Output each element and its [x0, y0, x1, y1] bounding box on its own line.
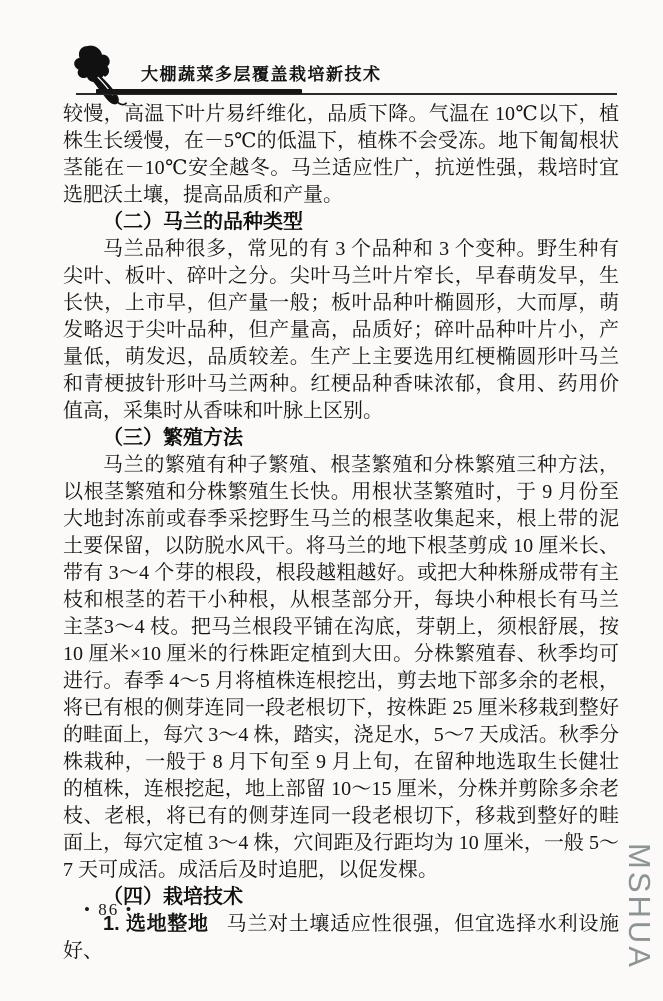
section-heading-3: （三）繁殖方法: [103, 427, 243, 449]
header-rule-thick: [96, 89, 302, 94]
running-head-title: 大棚蔬菜多层覆盖栽培新技术: [141, 65, 382, 84]
watermark-text: MSHUA: [622, 843, 657, 970]
paragraph-varieties: 马兰品种很多，常见的有 3 个品种和 3 个变种。野生种有尖叶、板叶、碎叶之分。尖叶马兰叶片窄长，早春萌发早，生长快，上市早，但产量一般；板叶品种叶椭圆形，大而厚，萌发略迟于尖叶品种，但产量高，品质好；碎叶品种叶片小，产量低，萌发迟，品质较差。生产上主要选用红梗椭圆形叶马兰和青梗披针形叶马兰两种。红梗品种香味浓郁，食用、药用价值高，采集时从香味和叶脉上区别。: [63, 238, 619, 422]
section-heading-4: （四）栽培技术: [103, 886, 243, 908]
paragraph-propagation: 马兰的繁殖有种子繁殖、根茎繁殖和分株繁殖三种方法，以根茎繁殖和分株繁殖生长快。用根状茎繁殖时，于 9 月份至大地封冻前或春季采挖野生马兰的根茎收集起来，根上带的泥土要保留，以防脱水风干。将马兰的地下根茎剪成 10 厘米长、带有 3～4 个芽的根段，根段越粗越好。或把大种株掰成带有主枝和根茎的若干小种根，从根茎部分开，每块小种根长有马兰主茎3～4 枝。把马兰根段平铺在沟底，芽朝上，须根舒展，按10 厘米×10 厘米的行株距定植到大田。分株繁殖春、秋季均可进行。春季 4～5 月将植株连根挖出，剪去地下部多余的老根，将已有根的侧芽连同一段老根切下，按株距 25 厘米移栽到整好的畦面上，每穴 3～4 株，踏实，浇足水，5～7 天成活。秋季分株栽种，一般于 8 月下旬至 9 月上旬，在留种地选取生长健壮的植株，连根挖起，地上部留 10～15 厘米，分株并剪除多余老枝、老根，将已有的侧芽连同一段老根切下，移栽到整好的畦面上，每穴定植 3～4 株，穴间距及行距均为 10 厘米，一般 5～7 天可成活。成活后及时追肥，以促发棵。: [63, 454, 619, 881]
section-heading-2: （二）马兰的品种类型: [103, 211, 303, 233]
page-number: • 86 •: [84, 900, 134, 919]
paragraph-continued: 较慢，高温下叶片易纤维化，品质下降。气温在 10℃以下，植株生长缓慢，在－5℃的低温下，植株不会受冻。地下匍匐根状茎能在－10℃安全越冬。马兰适应性广，抗逆性强，栽培时宜选肥沃土壤，提高品质和产量。: [63, 103, 619, 206]
vegetable-logo-icon: [70, 44, 134, 108]
runin-subheading: 1. 选地整地: [103, 913, 209, 935]
paragraph-site-selection: [63, 911, 619, 965]
page-body: [63, 101, 619, 965]
runin-body-text: 马兰对土壤适应性很强，但宜选择水利设施好、: [63, 913, 619, 962]
